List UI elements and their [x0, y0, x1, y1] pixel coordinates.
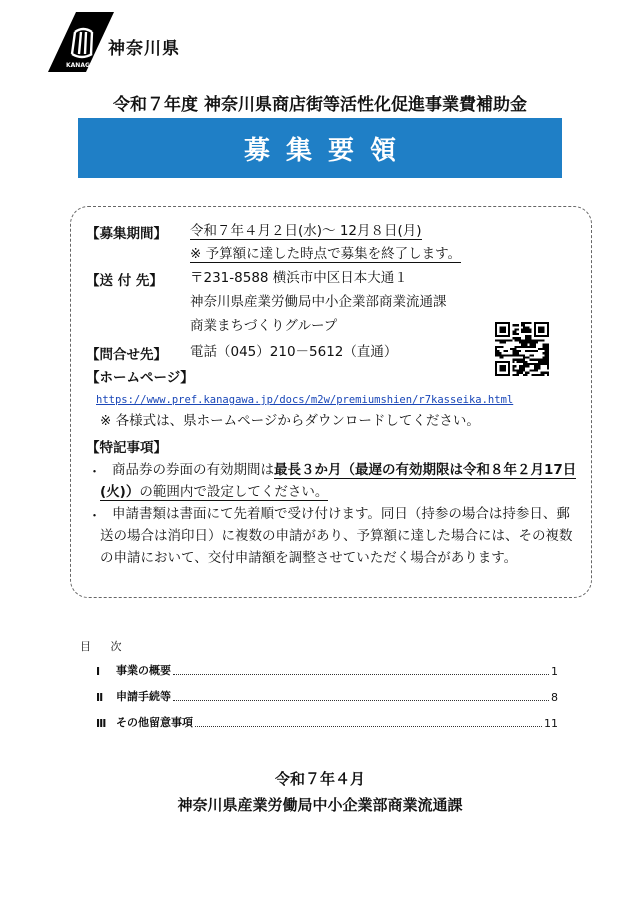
document-title: 令和７年度 神奈川県商店街等活性化促進事業費補助金 [113, 95, 527, 115]
toc-heading: 目 次 [80, 640, 130, 653]
period-value [190, 222, 422, 240]
note2-text: 申請書類は書面にて先着順で受け付けます。同日（持参の場合は持参日、郵送の場合は消印日）に複数の申請があり、予算額に達した場合には、その複数の申請において、交付申請額を調整させていただく場合があります。 [100, 506, 573, 566]
period-note-text: ※ 予算額に達した時点で募集を終了します。 [190, 246, 462, 262]
logo-caption: KANAGAWA [66, 62, 106, 69]
logo-text: 神奈川県 [108, 39, 180, 59]
title-banner: 募集要領 [78, 118, 562, 178]
issuing-department: 神奈川県産業労働局中小企業部商業流通課 [177, 796, 463, 814]
qr-code [495, 322, 549, 376]
toc-number: Ⅰ [96, 665, 101, 678]
homepage-label: 【ホームページ】 [86, 370, 194, 386]
note1-part-c: の範囲内で設定してください。 [139, 484, 329, 500]
toc-label: 申請手続等 [116, 690, 171, 703]
toc-number: Ⅱ [96, 691, 104, 704]
qr-code-icon [495, 322, 549, 376]
toc-item[interactable] [96, 714, 558, 730]
toc-label: 事業の概要 [116, 664, 171, 677]
period-label: 【募集期間】 [86, 226, 167, 242]
send-address-line2: 神奈川県産業労働局中小企業部商業流通課 [190, 294, 447, 310]
period-value-text: 令和７年４月２日(水)～ 12月８日(月) [190, 223, 422, 239]
note1-bullet: ・ [88, 465, 102, 480]
homepage-link[interactable]: https://www.pref.kanagawa.jp/docs/m2w/premiumshien/r7kasseika.html [96, 394, 514, 406]
toc-label: その他留意事項 [116, 716, 193, 729]
toc-item[interactable] [96, 688, 558, 704]
toc-leader [173, 700, 549, 701]
send-label: 【送 付 先】 [86, 273, 163, 289]
toc-page: 1 [551, 665, 558, 678]
note1-part-a: 商品券の券面の有効期間は [112, 462, 274, 478]
homepage-url-row [96, 390, 513, 409]
send-address-line3: 商業まちづくりグループ [190, 318, 338, 334]
note1-text [100, 459, 580, 503]
toc-page: 8 [551, 691, 558, 704]
issue-date: 令和７年４月 [274, 770, 365, 788]
send-address-line1: 〒231-8588 横浜市中区日本大通１ [190, 270, 408, 286]
period-note [190, 245, 461, 263]
toc-leader [173, 674, 549, 675]
toc-page: 11 [544, 717, 558, 730]
toc-number: Ⅲ [96, 717, 107, 730]
note2-bullet: ・ [88, 509, 102, 524]
toc-leader [195, 726, 542, 727]
toc-item[interactable] [96, 662, 558, 678]
homepage-note: ※ 各様式は、県ホームページからダウンロードしてください。 [100, 413, 480, 429]
notes-label: 【特記事項】 [86, 440, 167, 456]
contact-value: 電話（045）210－5612（直通） [190, 344, 398, 360]
contact-label: 【問合せ先】 [86, 347, 167, 363]
note1-part-b: 最長３か月（最遅の有効期限は令和８年２月17日(火)） [100, 462, 577, 500]
